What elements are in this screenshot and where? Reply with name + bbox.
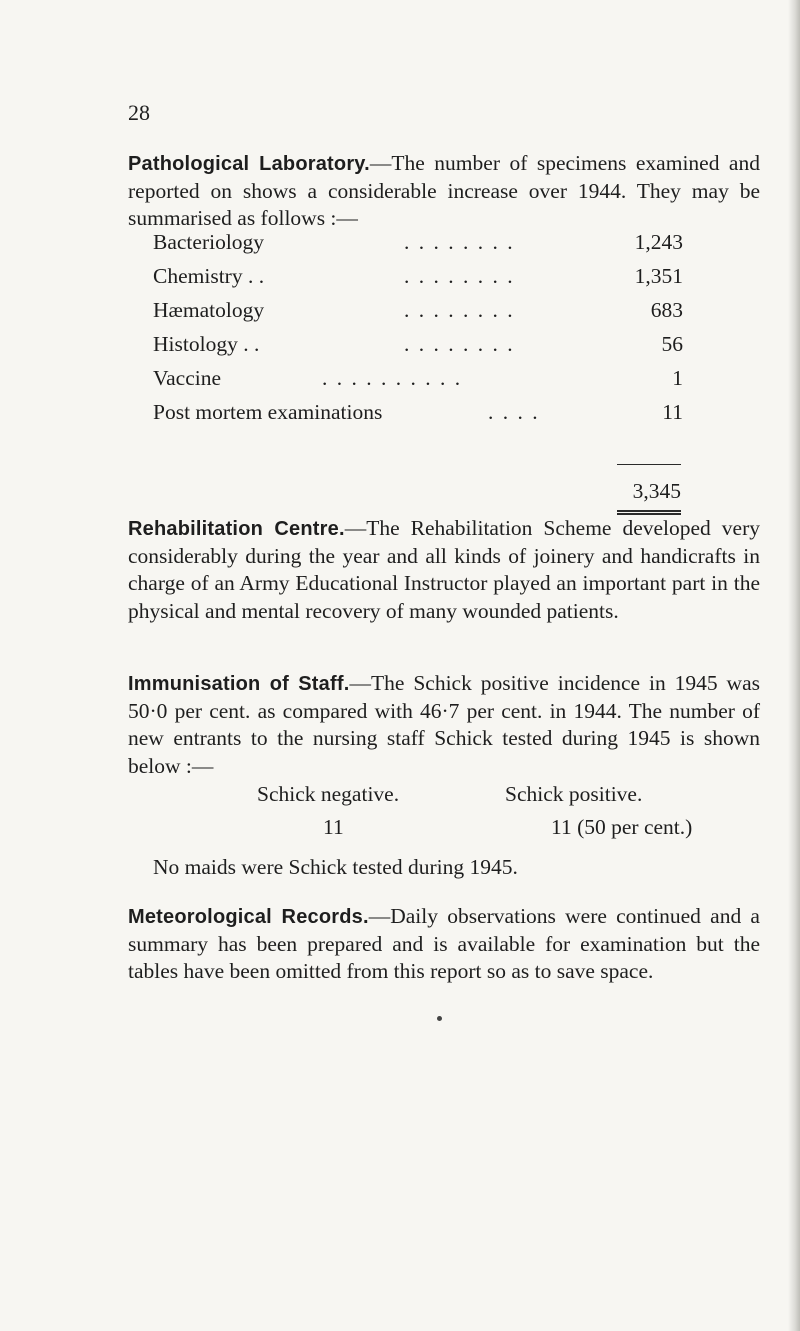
rehabilitation-heading: Rehabilitation Centre. [128, 518, 345, 540]
specimen-label: Chemistry . . [153, 264, 265, 288]
meteorological-text: —Daily observations were continued and a summary has been prepared and is available for examination but the tables have been omitted from this report so as to save space. [128, 904, 760, 984]
schick-positive-header: Schick positive. [505, 782, 643, 806]
specimen-label: Histology . . [153, 332, 260, 356]
specimen-value: 11 [662, 400, 683, 424]
sum-rule [617, 464, 681, 465]
immunisation-paragraph [128, 670, 760, 780]
leader-dots: . . . . [488, 400, 540, 424]
ink-speck [437, 1016, 442, 1021]
maids-note: No maids were Schick tested during 1945. [153, 855, 518, 879]
leader-dots: . . . . . . . . [404, 298, 515, 322]
specimen-label: Post mortem examinations [153, 400, 383, 424]
immunisation-text: —The Schick positive incidence in 1945 was 50·0 per cent. as compared with 46·7 per cent. in 1944. The number of new entrants to the nursing staff Schick tested during 1945 is shown below :— [128, 671, 760, 778]
specimen-label: Hæmatology [153, 298, 265, 322]
schick-negative-value: 11 [323, 815, 344, 839]
schick-negative-header: Schick negative. [257, 782, 400, 806]
leader-dots: . . . . . . . . [404, 264, 515, 288]
specimen-total: 3,345 [632, 479, 681, 503]
immunisation-heading: Immunisation of Staff. [128, 673, 350, 695]
pathological-paragraph [128, 150, 760, 233]
specimen-value: 1,351 [634, 264, 683, 288]
rehabilitation-paragraph [128, 515, 760, 625]
pathological-heading: Pathological Laboratory. [128, 153, 370, 175]
pathological-text: —The number of specimens examined and reported on shows a considerable increase over 1944. They may be summarised as follows :— [128, 151, 760, 231]
rehabilitation-text: —The Rehabilitation Scheme developed very considerably during the year and all kinds of joinery and handicrafts in charge of an Army Educational Instructor played an important part in the physical and mental recovery of many wounded patients. [128, 516, 760, 623]
specimen-value: 1,243 [634, 230, 683, 254]
table-row [153, 366, 683, 400]
specimen-label: Bacteriology [153, 230, 265, 254]
total-double-rule-top [617, 510, 681, 512]
specimen-value: 56 [661, 332, 683, 356]
specimen-value: 683 [650, 298, 683, 322]
specimen-table [153, 230, 683, 434]
specimen-value: 1 [672, 366, 683, 390]
specimen-label: Vaccine [153, 366, 222, 390]
table-row [153, 332, 683, 366]
leader-dots: . . . . . . . . [404, 230, 515, 254]
table-row [153, 264, 683, 298]
meteorological-heading: Meteorological Records. [128, 906, 369, 928]
table-row [153, 400, 683, 434]
table-row [153, 230, 683, 264]
page-number: 28 [128, 100, 150, 125]
schick-positive-value: 11 (50 per cent.) [551, 815, 693, 839]
leader-dots: . . . . . . . . . . [322, 366, 463, 390]
leader-dots: . . . . . . . . [404, 332, 515, 356]
table-row [153, 298, 683, 332]
meteorological-paragraph [128, 903, 760, 986]
page-edge-shadow [788, 0, 800, 1331]
